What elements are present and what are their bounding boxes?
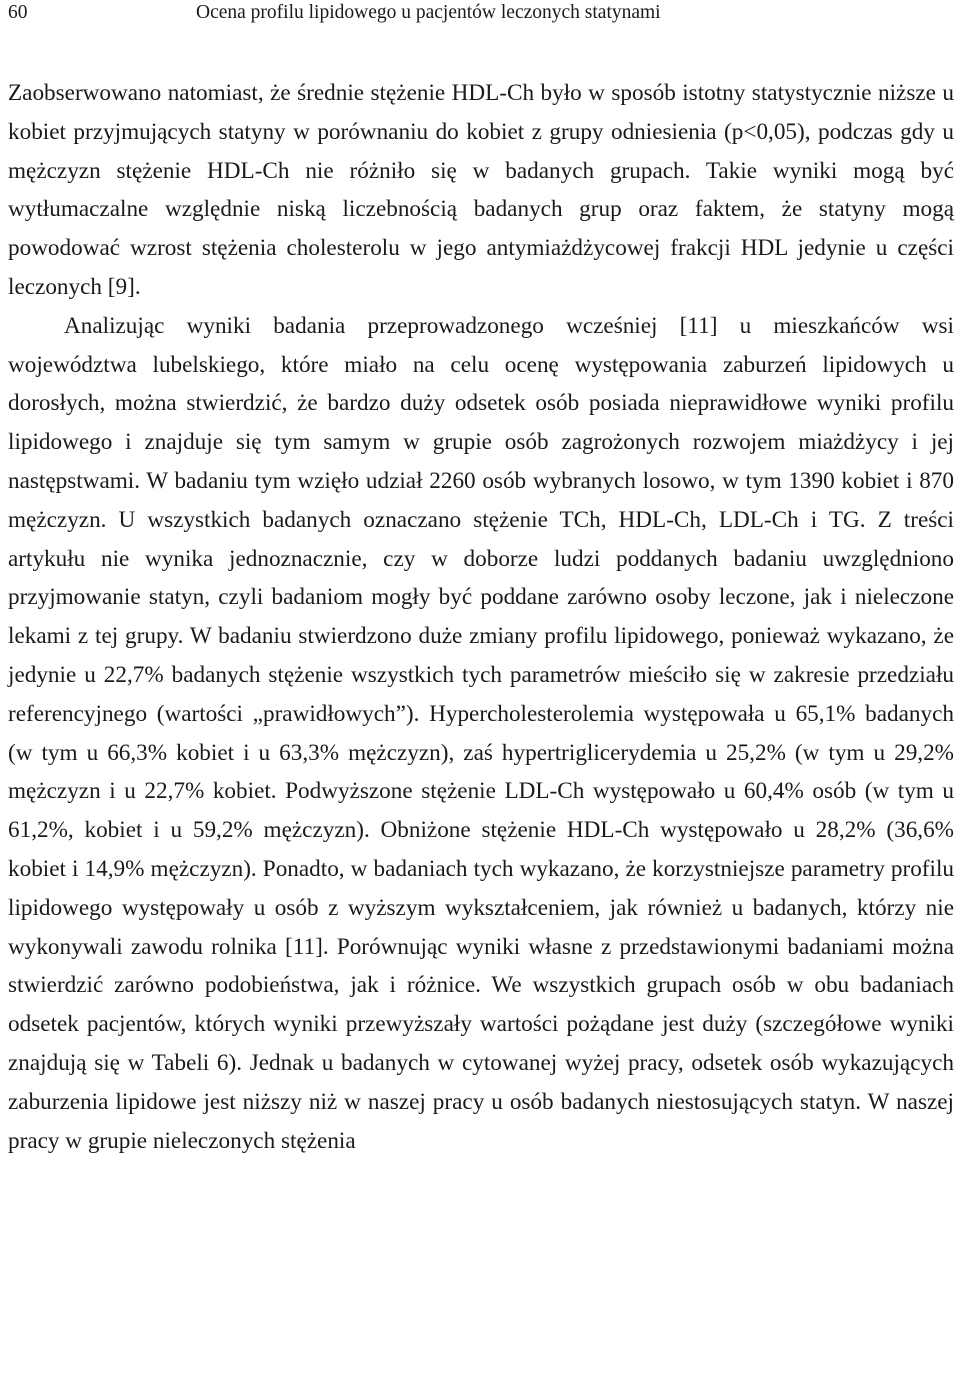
paragraph-2: Analizując wyniki badania przeprowadzonego wcześniej [11] u mieszkańców wsi województwa lubelskiego, które miało na celu ocenę występowania zaburzeń lipidowych u dorosłych, można stwierdzić, że bardzo duży odsetek osób posiada nieprawidłowe wyniki profilu lipidowego i znajduje się tym samym w grupie osób zagrożonych rozwojem miażdżycy i jej następstwami. W badaniu tym wzięło udział 2260 osób wybranych losowo, w tym 1390 kobiet i 870 mężczyzn. U wszystkich badanych oznaczano stężenie TCh, HDL-Ch, LDL-Ch i TG. Z treści artykułu nie wynika jednoznacznie, czy w doborze ludzi poddanych badaniu uwzględniono przyjmowanie statyn, czyli badaniom mogły być poddane zarówno osoby leczone, jak i nieleczone lekami z tej grupy. W badaniu stwierdzono duże zmiany profilu lipidowego, ponieważ wykazano, że jedynie u 22,7% badanych stężenie wszystkich tych parametrów mieściło się w zakresie przedziału referencyjnego (wartości „prawidłowych”). Hypercholesterolemia występowała u 65,1% badanych (w tym u 66,3% kobiet i u 63,3% mężczyzn), zaś hypertriglicerydemia u 25,2% (w tym u 29,2% mężczyzn i u 22,7% kobiet. Podwyższone stężenie LDL-Ch występowało u 60,4% osób (w tym u 61,2%, kobiet i u 59,2% mężczyzn). Obniżone stężenie HDL-Ch występowało u 28,2% (36,6% kobiet i 14,9% mężczyzn). Ponadto, w badaniach tych wykazano, że korzystniejsze parametry profilu lipidowego występowały u osób z wyższym wykształceniem, jak również u badanych, którzy nie wykonywali zawodu rolnika [11]. Porównując wyniki własne z przedstawionymi badaniami można stwierdzić zarówno podobieństwa, jak i różnice. We wszystkich grupach osób w obu badaniach odsetek pacjentów, których wyniki przewyższały wartości pożądane jest duży (szczegółowe wyniki znajdują się w Tabeli 6). Jednak u badanych w cytowanej wyżej pracy, odsetek osób wykazujących zaburzenia lipidowe jest niższy niż w naszej pracy u osób badanych niestosujących statyn. W naszej pracy w grupie nieleczonych stężenia <box>8 312 954 1154</box>
paragraph-1: Zaobserwowano natomiast, że średnie stężenie HDL-Ch było w sposób istotny statystycznie niższe u kobiet przyjmujących statyny w porównaniu do kobiet z grupy odniesienia (p<0,05), podczas gdy u mężczyzn stężenie HDL-Ch nie różniło się w badanych grupach. Takie wyniki mogą być wytłumaczalne względnie niską liczebnością badanych grup oraz faktem, że statyny mogą powodować wzrost stężenia cholesterolu w jego antymiażdżycowej frakcji HDL jedynie u części leczonych [9]. <box>8 80 954 300</box>
page-number: 60 <box>8 2 28 23</box>
body-text <box>8 74 954 1160</box>
running-title: Ocena profilu lipidowego u pacjentów leczonych statynami <box>196 2 661 23</box>
page-header <box>0 0 960 32</box>
